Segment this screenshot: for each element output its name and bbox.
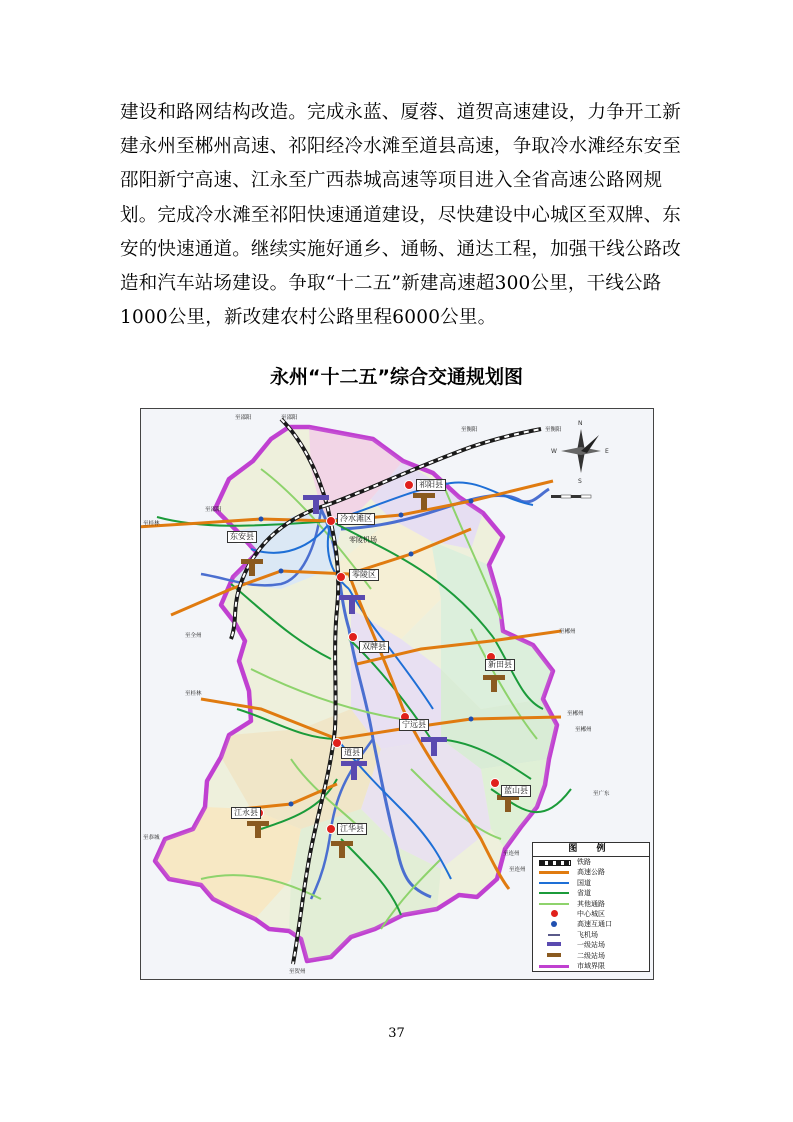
legend-item: 二级站场 (533, 951, 649, 961)
direction-label: 至郴州 (559, 629, 576, 635)
direction-label: 至郴州 (567, 711, 584, 717)
direction-label: 至郴州 (575, 727, 592, 733)
direction-label: 至桂林 (185, 691, 202, 697)
svg-text:E: E (605, 448, 609, 455)
place-label-jianghua: 江华县 (337, 823, 367, 835)
place-label-qiyang: 祁阳县 (416, 479, 446, 491)
place-label-daoxian: 道县 (341, 747, 363, 759)
place-label-jiangyong: 江永县 (231, 807, 261, 819)
map-legend (532, 842, 650, 972)
body-line: 建设和路网结构改造。完成永蓝、厦蓉、道贺高速建设，力争开工新 (120, 102, 682, 123)
direction-label: 至衡阳 (545, 427, 562, 433)
direction-label: 至连州 (509, 867, 526, 873)
svg-text:W: W (551, 448, 557, 455)
legend-item: 国道 (533, 878, 649, 888)
place-label-airport: 零陵机场 (349, 536, 377, 544)
legend-item: 飞机场 (533, 930, 649, 940)
direction-label: 至连州 (503, 851, 520, 857)
place-label-lanshan: 蓝山县 (501, 785, 531, 797)
direction-label: 至邵阳 (281, 415, 298, 421)
direction-label: 至桂林 (143, 521, 160, 527)
legend-item: 一级站场 (533, 940, 649, 950)
svg-text:N: N (578, 420, 583, 427)
direction-label: 至广东 (593, 791, 610, 797)
direction-label: 至邵阳 (205, 507, 222, 513)
body-line: 安的快速通道。继续实施好通乡、通畅、通达工程，加强干线公路改 (120, 238, 682, 260)
direction-label: 至贺州 (289, 969, 306, 975)
transport-map (140, 408, 654, 980)
direction-label: 至恭城 (143, 835, 160, 841)
legend-item: 高速互通口 (533, 919, 649, 929)
body-line: 划。完成冷水滩至祁阳快速通道建设，尽快建设中心城区至双牌、东 (120, 204, 682, 226)
direction-label: 至全州 (185, 633, 202, 639)
place-label-shuangpai: 双牌县 (359, 641, 389, 653)
direction-label: 至邵阳 (235, 415, 252, 421)
body-line: 建永州至郴州高速、祁阳经冷水滩至道县高速，争取冷水滩经东安至 (120, 136, 682, 158)
page-number: 37 (388, 1026, 405, 1041)
place-label-xintian: 新田县 (485, 659, 515, 671)
place-label-ningyuan: 宁远县 (399, 719, 429, 731)
place-label-lengshuitan: 冷水滩区 (337, 513, 375, 525)
body-line: 邵阳新宁高速、江永至广西恭城高速等项目进入全省高速公路网规 (120, 170, 663, 192)
legend-item: 其他通路 (533, 899, 649, 909)
body-paragraph (120, 96, 680, 335)
place-label-dongan: 东安县 (227, 531, 257, 543)
legend-item: 省道 (533, 888, 649, 898)
legend-item: 中心城区 (533, 909, 649, 919)
legend-item: 市域界限 (533, 961, 649, 971)
body-line: 1000公里，新改建农村公路里程6000公里。 (120, 307, 497, 329)
map-title: 永州“十二五”综合交通规划图 (270, 366, 523, 388)
legend-item: 铁路 (533, 857, 649, 867)
direction-label: 至衡阳 (461, 427, 478, 433)
svg-text:S: S (578, 478, 582, 485)
place-label-lingling: 零陵区 (349, 569, 379, 581)
legend-title: 图 例 (533, 843, 649, 857)
scale-bar-icon (551, 495, 591, 498)
body-line: 造和汽车站场建设。争取“十二五”新建高速超300公里，干线公路 (120, 273, 662, 295)
legend-item: 高速公路 (533, 867, 649, 877)
